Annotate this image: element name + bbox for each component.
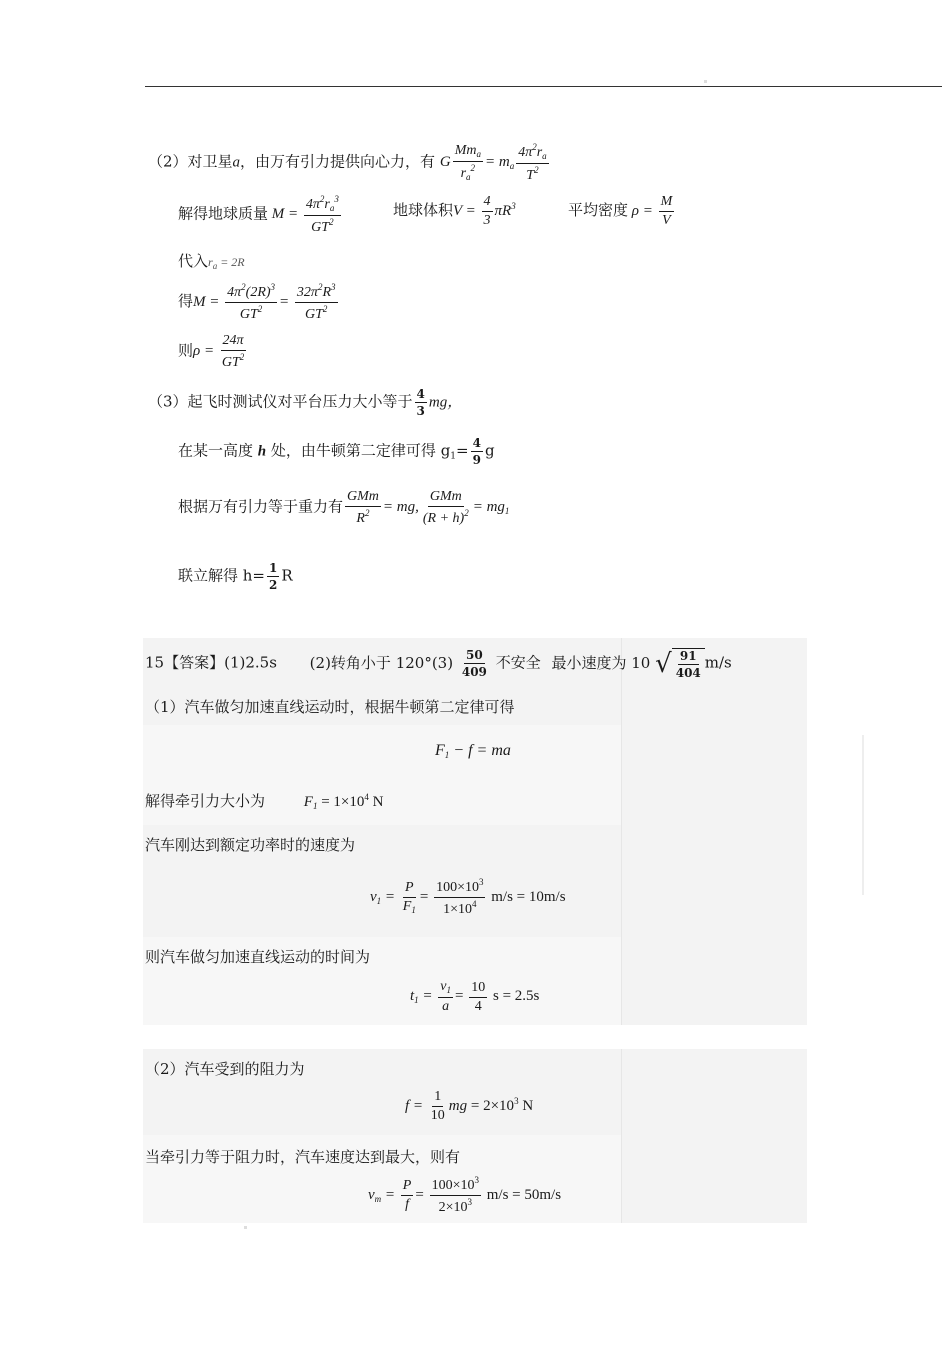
result-line: 得M = $\frac{4\pi^2(2R)^3}{GT^2}$ = $\frac{32\pi^2R^3}{GT^2}$ bbox=[178, 283, 340, 322]
scan-edge-mark bbox=[862, 735, 864, 895]
formula-speed: $v_1$ = $\frac{P}{F_1}$ = $\frac{100\times 10^3}{1\times 10^4}$ m/s = 10m/s bbox=[370, 877, 566, 917]
density-line: 平均密度 ρ = $\frac{M}{V}$ bbox=[568, 195, 676, 228]
part3-line2: 在某一高度 h 处，由牛顿第二定律可得 $g_1=$ $\frac{4}{9}$ g bbox=[178, 436, 495, 467]
sqrt-91-404: √ $\frac{91}{404}$ bbox=[655, 648, 705, 679]
formula-mass-result: M = $\frac{4\pi^2(2R)^3}{GT^2}$ = $\frac{32\pi^2R^3}{GT^2}$ bbox=[193, 282, 336, 322]
mass-line: 解得地球质量 M = $\frac{4\pi^2r_a^3}{GT^2}$ bbox=[178, 195, 343, 235]
part3-line3: 根据万有引力等于重力有 $\frac{\text{GMm}}{R^2}$ = mg, $\frac{\text{GMm}}{(R + h)^2}$ = $mg_1$ bbox=[178, 489, 510, 526]
scan-speck bbox=[704, 80, 707, 83]
formula-density: ρ = $\frac{M}{V}$ bbox=[628, 194, 673, 228]
speed-label: 汽车刚达到额定功率时的速度为 bbox=[145, 836, 356, 854]
traction-line: 解得牵引力大小为 $F_1 = 1\times 10^4$ N bbox=[145, 792, 384, 811]
density-result-line: 则ρ = $\frac{24\pi}{GT^2}$ bbox=[178, 334, 248, 370]
scan-speck bbox=[244, 1226, 247, 1229]
fraction-4-3: $\frac{4}{3}$ bbox=[416, 387, 425, 418]
part3-line1: （3）起飞时测试仪对平台压力大小等于 $\frac{4}{3}$ mg， bbox=[148, 387, 463, 418]
fraction-4-9: $\frac{4}{9}$ bbox=[472, 436, 481, 467]
formula-density-result: ρ = $\frac{24\pi}{GT^2}$ bbox=[193, 333, 245, 370]
formula-gravity-weight: $\frac{\text{GMm}}{R^2}$ = mg, $\frac{\text{GMm}}{(R + h)^2}$ = $mg_1$ bbox=[347, 489, 510, 526]
substitute-line: 代入$r_a = 2R$ bbox=[178, 252, 245, 271]
time-label: 则汽车做匀加速直线运动的时间为 bbox=[145, 948, 371, 966]
q15-answer-line: 15【答案】(1)2.5s (2)转角小于 120°(3) $\frac{50}{409}$ 不安全 最小速度为 10 √ $\frac{91}{404}$ m/s bbox=[145, 648, 732, 680]
formula-resistance: f = $\frac{1}{10}$ mg = $2\times 10^3$ N bbox=[405, 1089, 534, 1123]
volume-line: 地球体积V = $\frac{4}{3}$ $\pi R^3$ bbox=[393, 194, 516, 228]
q15-part2-title: （2）汽车受到的阻力为 bbox=[145, 1060, 305, 1078]
formula-max-speed: $v_m$ = $\frac{P}{f}$ = $\frac{100\times 10^3}{2\times 10^3}$ m/s = 50m/s bbox=[368, 1175, 562, 1215]
formula-time: $t_1$ = $\frac{v_1}{a}$ = $\frac{10}{4}$ s = 2.5s bbox=[410, 979, 540, 1014]
max-speed-label: 当牵引力等于阻力时，汽车速度达到最大，则有 bbox=[145, 1148, 461, 1166]
q15-part1-title: （1）汽车做匀加速直线运动时，根据牛顿第二定律可得 bbox=[145, 698, 515, 716]
fraction-1-2: $\frac{1}{2}$ bbox=[269, 561, 278, 592]
part2-intro: （2）对卫星a，由万有引力提供向心力，有 G $\frac{Mm_a}{r_a^2}$ = $m_a$ $\frac{4\pi^2r_a}{T^2}$ bbox=[148, 143, 551, 183]
part3-line4: 联立解得 h= $\frac{1}{2}$ R bbox=[178, 561, 293, 592]
formula-ra-2r: $r_a = 2R$ bbox=[208, 255, 245, 271]
formula-newton-second: $F_1 - f$ = ma bbox=[435, 742, 511, 760]
formula-earth-mass: M = $\frac{4\pi^2r_a^3}{GT^2}$ bbox=[268, 194, 339, 235]
formula-earth-volume: V = $\frac{4}{3}$ $\pi R^3$ bbox=[453, 194, 516, 228]
formula-gravity-centripetal: G $\frac{Mm_a}{r_a^2}$ = $m_a$ $\frac{4\pi^2r_a}{T^2}$ bbox=[439, 142, 547, 183]
formula-traction: $F_1 = 1\times 10^4$ N bbox=[303, 792, 384, 811]
header-rule bbox=[145, 86, 942, 87]
fraction-50-409: $\frac{50}{409}$ bbox=[461, 648, 487, 679]
